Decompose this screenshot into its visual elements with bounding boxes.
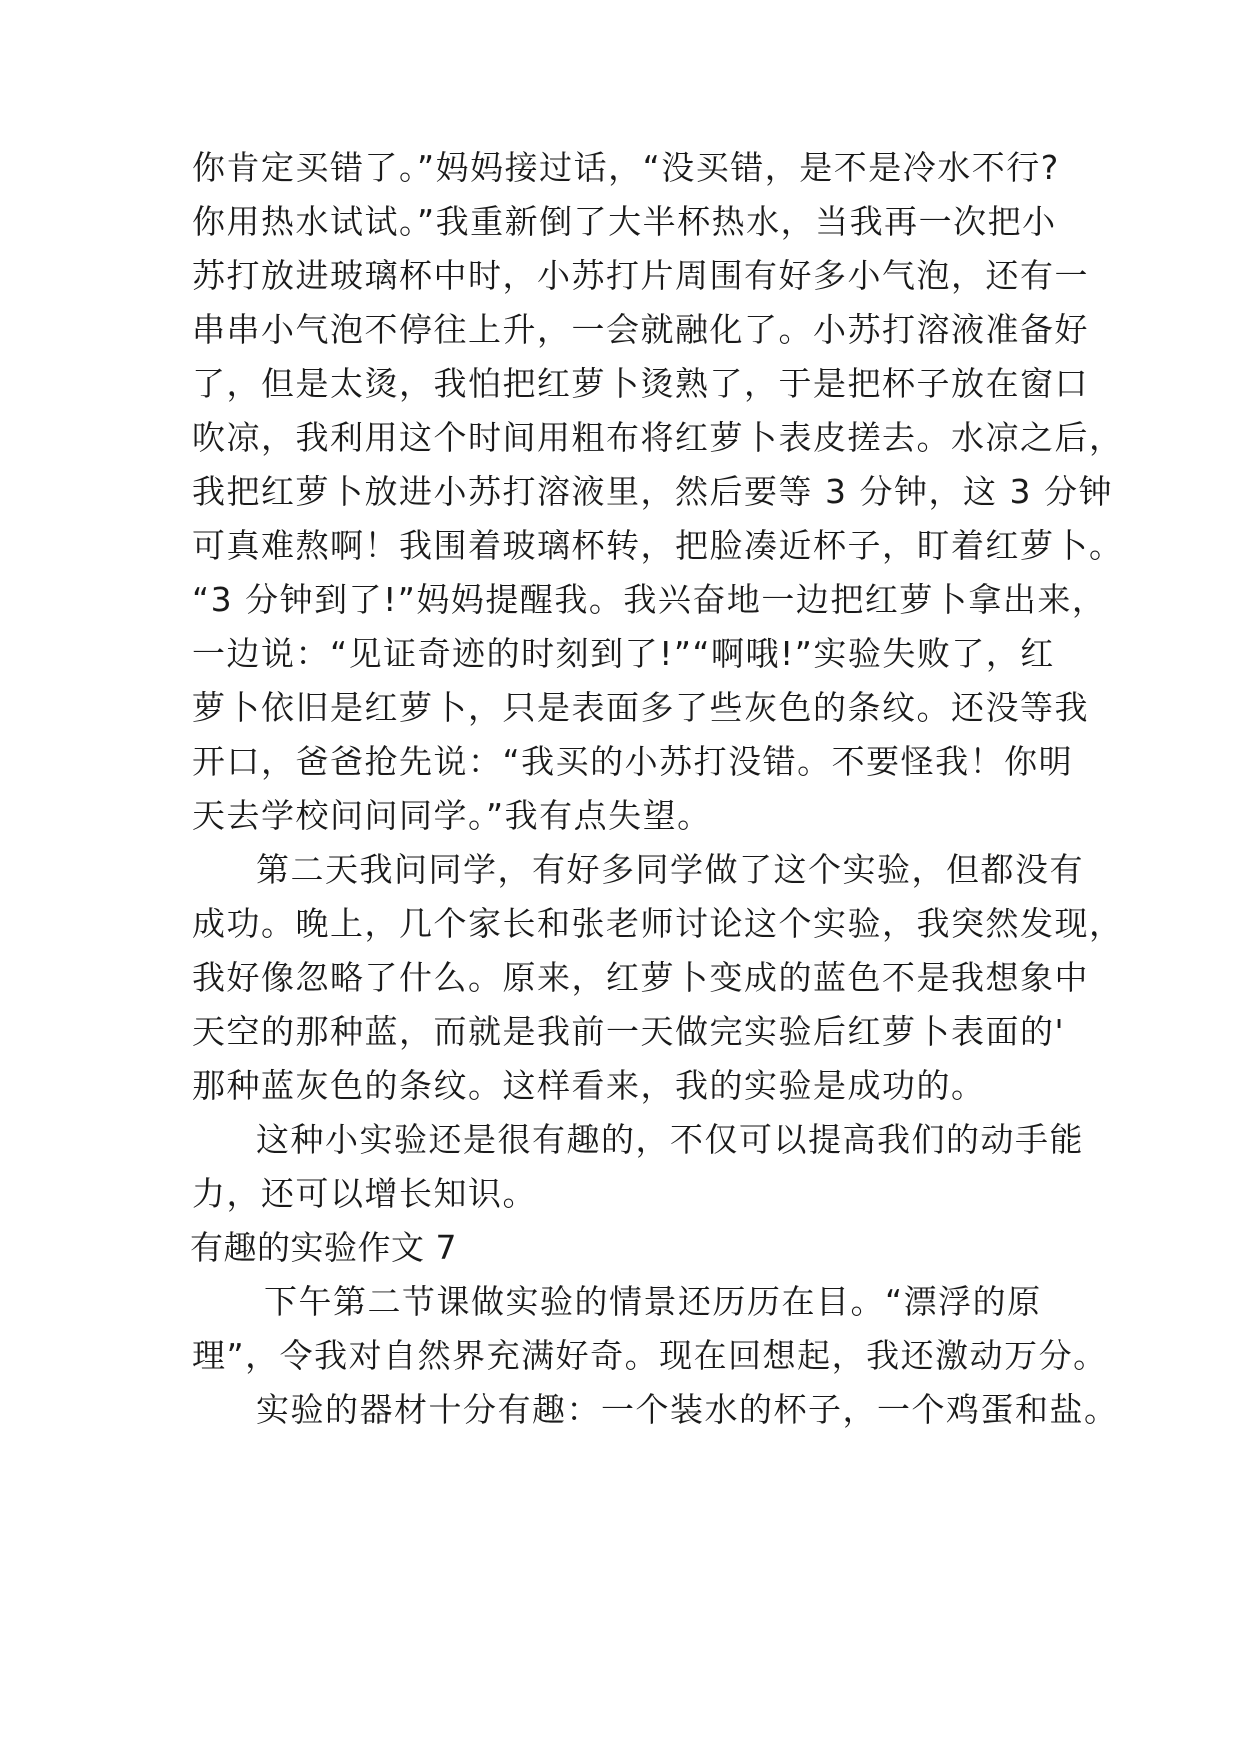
text-line: 你用热水试试。”我重新倒了大半杯热水，当我再一次把小 [192, 202, 1057, 241]
text-line: 天去学校问问同学。”我有点失望。 [192, 796, 712, 835]
text-line: 理”，令我对自然界充满好奇。现在回想起，我还激动万分。 [192, 1336, 1108, 1375]
paragraph-start-line: 第二天我问同学，有好多同学做了这个实验，但都没有 [256, 850, 1084, 889]
text-line: 成功。晚上，几个家长和张老师讨论这个实验，我突然发现， [192, 904, 1124, 943]
paragraph-start-line: 这种小实验还是很有趣的，不仅可以提高我们的动手能 [256, 1120, 1084, 1159]
text-line: 那种蓝灰色的条纹。这样看来，我的实验是成功的。 [192, 1066, 986, 1105]
text-line: 吹凉，我利用这个时间用粗布将红萝卜表皮搓去。水凉之后， [192, 418, 1124, 457]
text-line: 我把红萝卜放进小苏打溶液里，然后要等 3 分钟，这 3 分钟 [192, 472, 1113, 511]
text-line: 你肯定买错了。”妈妈接过话，“没买错，是不是冷水不行? [192, 148, 1060, 187]
paragraph-start-line: 实验的器材十分有趣：一个装水的杯子，一个鸡蛋和盐。 [256, 1390, 1119, 1429]
text-line: “3 分钟到了!”妈妈提醒我。我兴奋地一边把红萝卜拿出来， [192, 580, 1107, 619]
text-line: 串串小气泡不停往上升，一会就融化了。小苏打溶液准备好 [192, 310, 1089, 349]
text-line: 一边说：“见证奇迹的时刻到了!”“啊哦!”实验失败了，红 [192, 634, 1055, 673]
text-line: 开口，爸爸抢先说：“我买的小苏打没错。不要怪我！你明 [192, 742, 1074, 781]
text-line: 可真难熬啊！我围着玻璃杯转，把脸凑近杯子，盯着红萝卜。 [192, 526, 1124, 565]
paragraph-start-line: 下午第二节课做实验的情景还历历在目。“漂浮的原 [264, 1282, 1042, 1321]
text-line: 我好像忽略了什么。原来，红萝卜变成的蓝色不是我想象中 [192, 958, 1089, 997]
section-heading: 有趣的实验作文 7 [190, 1228, 457, 1267]
text-line: 天空的那种蓝，而就是我前一天做完实验后红萝卜表面的' [192, 1012, 1066, 1051]
text-line: 萝卜依旧是红萝卜，只是表面多了些灰色的条纹。还没等我 [192, 688, 1089, 727]
text-line: 力，还可以增长知识。 [192, 1174, 537, 1213]
text-line: 了，但是太烫，我怕把红萝卜烫熟了，于是把杯子放在窗口 [192, 364, 1089, 403]
text-line: 苏打放进玻璃杯中时，小苏打片周围有好多小气泡，还有一 [192, 256, 1089, 295]
